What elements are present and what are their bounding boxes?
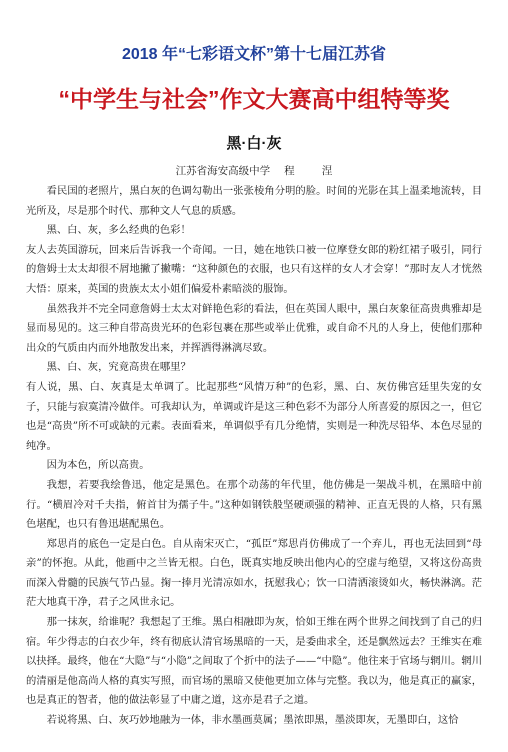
contest-title-line-1: 2018 年“七彩语文杯”第十七届江苏省 <box>121 46 387 63</box>
essay-paragraph: 看民国的老照片，黑白灰的色调勾勒出一张张棱角分明的脸。时间的光影在其上温柔地流转，目光所及，尽是那个时代、那种文人气息的质感。 <box>26 185 482 217</box>
essay-paragraph: 虽然我并不完全同意詹姆士太太对鲜艳色彩的看法，但在英国人眼中，黑白灰象征高贵典雅却是显而易见的。这三种自带高贵光环的色彩包裹在那些或举止优雅，或自命不凡的人身上，使他们那种出众的气质由内而外地散发出来，并挥洒得淋漓尽致。 <box>26 302 482 354</box>
author-name: 程 涅 <box>284 165 345 177</box>
essay-paragraph: 郑思肖的底色一定是白色。自从南宋灭亡，“孤臣”郑思肖仿佛成了一个弃儿，再也无法回到“母亲”的怀抱。从此，他画中之兰皆无根。白色，既真实地反映出他内心的空虚与绝望，又将这份高贵而深入骨髓的民族气节凸显。掬一捧月光清凉如水，抚慰我心；饮一口清洒滚烫如火，畅快淋漓。茫茫大地真干净，君子之风世永记。 <box>26 537 482 609</box>
essay-paragraph: 黑、白、灰，多么经典的色彩！ <box>46 224 191 237</box>
byline <box>26 164 482 178</box>
essay-body <box>26 182 482 731</box>
author-school: 江苏省海安高级中学 <box>175 165 271 177</box>
essay-paragraph: 那一抹灰，给谁呢？我想起了王维。黑白相融即为灰，恰如王维在两个世界之间找到了自己的归宿。年少得志的白衣少年，终有彻底认清官场黑暗的一天，是委曲求全，还是飘然远去？王维实在难以抉择。最终，他在“大隐”与“小隐”之间取了个折中的法子——“中隐”。他往来于官场与辋川。辋川的清丽是他高尚人格的真实写照，而官场的黑暗又使他更加立体与完整。我以为，他是真正的赢家，也是真正的智者，他的做法彰显了中庸之道，这亦是君子之道。 <box>26 616 482 707</box>
essay-paragraph: 我想，若要我绘鲁迅，他定是黑色。在那个动荡的年代里，他仿佛是一架战斗机，在黑暗中前行。“横眉冷对千夫指，俯首甘为孺子牛。”这种如钢铁般坚硬顽强的精神、正直无畏的人格，只有黑色堪配，也只有鲁迅堪配黑色。 <box>26 478 482 531</box>
essay-paragraph: 因为本色，所以高贵。 <box>46 459 150 472</box>
contest-title-line-2: “中学生与社会”作文大赛高中组特等奖 <box>58 86 450 112</box>
essay-title: 黑·白·灰 <box>226 135 282 152</box>
essay-paragraph: 黑、白、灰，究竟高贵在哪里？ <box>46 361 191 374</box>
essay-paragraph: 若说将黑、白、灰巧妙地融为一体，非水墨画莫属；墨浓即黑，墨淡即灰，无墨即白，这恰 <box>46 714 459 727</box>
essay-paragraph: 友人去英国游玩，回来后告诉我一个奇闻。一日，她在地铁口被一位摩登女郎的粉红裙子吸引，同行的詹姆士太太却很不屑地撇了撇嘴：“这种颜色的衣服，也只有这样的女人才会穿！”那时友人才恍然大悟：原来，英国的贵族太太小姐们偏爱朴素暗淡的服饰。 <box>26 243 482 295</box>
essay-paragraph: 有人说，黑、白、灰真是太单调了。比起那些“风情万种”的色彩，黑、白、灰仿佛宫廷里失宠的女子，只能与寂寞清冷做伴。可我却认为，单调或许是这三种色彩不为部分人所喜爱的原因之一，但它也是“高贵”所不可或缺的元素。表面看来，单调似乎有几分绝情，实则是一种洗尽铅华、本色尽显的纯净。 <box>26 380 482 452</box>
